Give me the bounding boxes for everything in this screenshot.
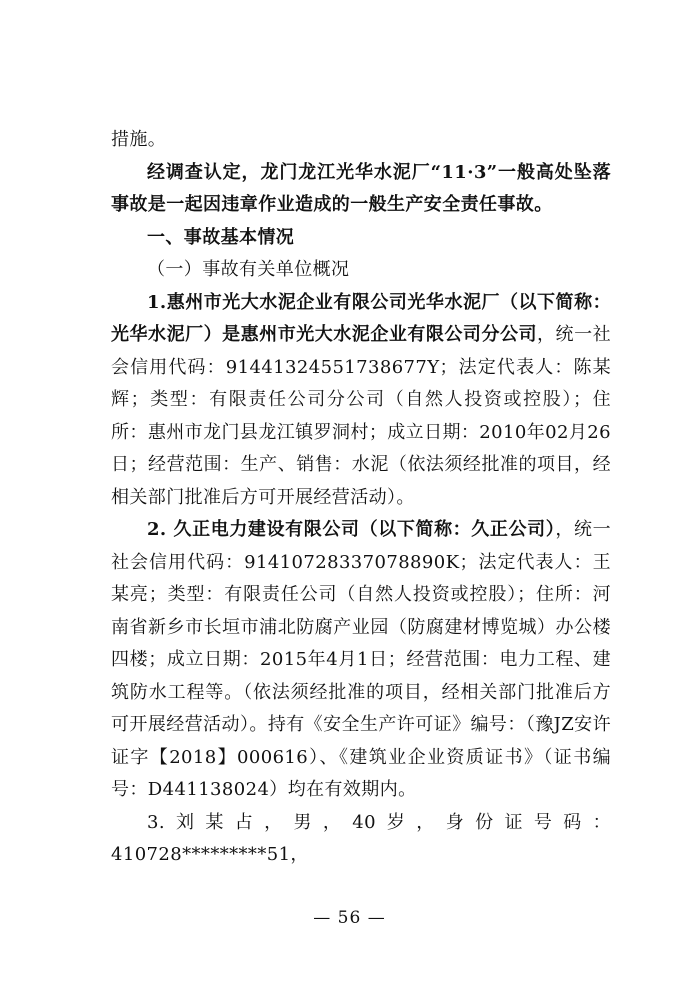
company-2-name: 2. 久正电力建设有限公司（以下简称：久正公司） <box>147 519 556 540</box>
company-1-name: 1.惠州市光大水泥企业有限公司光华水泥厂（以下简称：光华水泥厂）是惠州市光大水泥企业有限公司分公司 <box>111 291 611 345</box>
company-2-details: ，统一社会信用代码：91410728337078890K；法定代表人：王某亮；类型：有限责任公司（自然人投资或控股）；住所：河南省新乡市长垣市浦北防腐产业园（防腐建材博览城）办公楼四楼；成立日期：2015年4月1日；经营范围：电力工程、建筑防水工程等。（依法须经批准的项目，经相关部门批准后方可开展经营活动）。持有《安全生产许可证》编号：（豫JZ安许证字【2018】000616）、《建筑业企业资质证书》（证书编号：D441138024）均在有效期内。 <box>111 519 612 800</box>
company-1-details: ，统一社会信用代码：91441324551738677Y；法定代表人：陈某辉；类型：有限责任公司分公司（自然人投资或控股）；住所：惠州市龙门县龙江镇罗洞村；成立日期：2010年02月26日；经营范围：生产、销售：水泥（依法须经批准的项目，经相关部门批准后方可开展经营活动）。 <box>111 324 611 508</box>
section-heading: 一、事故基本情况 <box>147 226 295 248</box>
subsection-heading: （一）事故有关单位概况 <box>147 259 350 280</box>
page-body <box>111 124 611 872</box>
paragraph-person: 3.刘某占，男，40岁，身份证号码：410728*********51， <box>111 811 611 865</box>
paragraph-continuation: 措施。 <box>111 129 167 150</box>
paragraph-company-1 <box>111 287 611 515</box>
page-number: — 56 — <box>313 908 386 928</box>
paragraph-company-2 <box>111 514 611 807</box>
paragraph-conclusion: 经调查认定，龙门龙江光华水泥厂“11·3”一般高处坠落事故是一起因违章作业造成的一般生产安全责任事故。 <box>111 161 611 215</box>
